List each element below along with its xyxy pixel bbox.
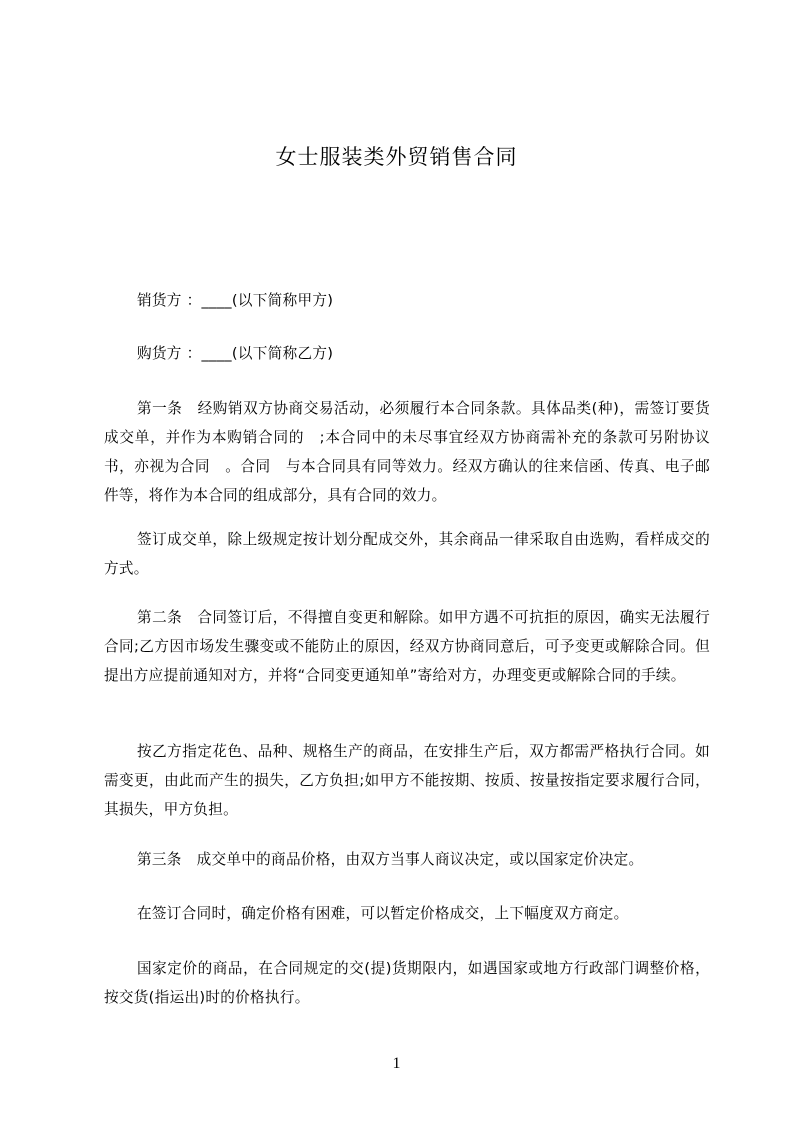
buyer-line: 购货方 ：____(以下简称乙方) (137, 345, 334, 362)
article-1-paragraph: 第一条 经购销双方协商交易活动，必须履行本合同条款。具体品类(种)，需签订要货成交单，并作为本购销合同的 ;本合同中的未尽事宜经双方协商需补充的条款可另附协议书，亦视为合同 。合同 与本合同具有同等效力。经双方确认的往来信函、传真、电子邮件等，将作为本合同的组成部分，具有合同的效力。 (104, 400, 710, 504)
document-title: 女士服装类外贸销售合同 (275, 145, 518, 169)
article-2-paragraph: 第二条 合同签订后，不得擅自变更和解除。如甲方遇不可抗拒的原因，确实无法履行合同;乙方因市场发生骤变或不能防止的原因，经双方协商同意后，可予变更或解除合同。但提出方应提前通知对方，并将“合同变更通知单”寄给对方，办理变更或解除合同的手续。 (104, 609, 710, 684)
page-number: 1 (392, 1055, 401, 1072)
seller-line: 销货方 ：____(以下简称甲方) (137, 292, 334, 309)
order-form-paragraph: 签订成交单，除上级规定按计划分配成交外，其余商品一律采取自由选购，看样成交的方式。 (104, 531, 710, 577)
provisional-price-paragraph: 在签订合同时，确定价格有困难，可以暂定价格成交，上下幅度双方商定。 (137, 905, 629, 922)
article-3-paragraph: 第三条 成交单中的商品价格，由双方当事人商议决定，或以国家定价决定。 (137, 851, 644, 868)
specified-goods-paragraph: 按乙方指定花色、品种、规格生产的商品，在安排生产后，双方都需严格执行合同。如需变更，由此而产生的损失，乙方负担;如甲方不能按期、按质、按量按指定要求履行合同，其损失，甲方负担。 (104, 743, 710, 818)
state-price-paragraph: 国家定价的商品，在合同规定的交(提)货期限内，如遇国家或地方行政部门调整价格，按交货(指运出)时的价格执行。 (104, 960, 710, 1006)
